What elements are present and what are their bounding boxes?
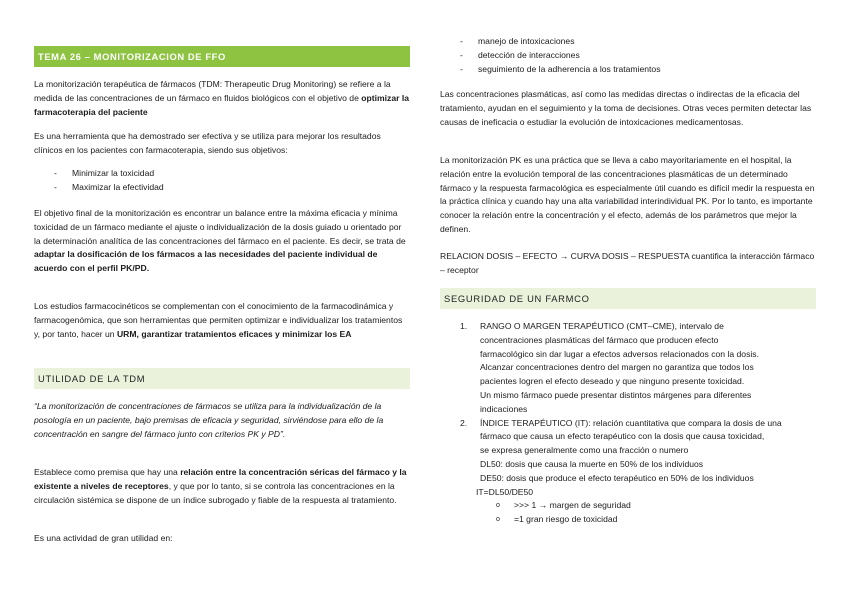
list-item: - Maximizar la efectividad <box>54 181 164 192</box>
tool-paragraph: Es una herramienta que ha demostrado ser efectiva y se utiliza para mejorar los resultados clínicos en los pacientes con farmacoterapia, siendo sus objetivos: <box>34 131 381 155</box>
page-title: TEMA 26 – MONITORIZACION DE FFO <box>34 46 410 67</box>
list-item: - Minimizar la toxicidad <box>54 168 155 178</box>
safety-list <box>440 320 816 527</box>
objectives-list <box>34 167 410 195</box>
list-item: - detección de interacciones <box>460 49 580 60</box>
premise-paragraph: Establece como premisa que hay una relación entre la concentración séricas del fármaco y la existente a niveles de receptores, y que por lo tanto, si se controla las concentraciones en la circulación sistémica se dispone de un índice subrogado y fiable de la respuesta al tratamiento. <box>34 467 407 505</box>
usefulness-paragraph: Es una actividad de gran utilidad en: <box>34 533 173 543</box>
final-objective-paragraph: El objetivo final de la monitorización es encontrar un balance entre la máxima eficacia y mínima toxicidad de un fármaco mediante el ajuste o individualización de la dosis guiado u orientado por la determinación analítica de las concentraciones del fármaco en el paciente. Es decir, se trata de adaptar la dosificación de los fármacos a las necesidades del paciente individual de acuerdo con el perfil PK/PD. <box>34 208 406 274</box>
list-item: - seguimiento de la adherencia a los tratamientos <box>460 63 661 74</box>
uses-list <box>440 35 816 76</box>
plasma-concentrations-paragraph: Las concentraciones plasmáticas, así como las medidas directas o indirectas de la eficacia del tratamiento, ayudan en el seguimiento y la toma de decisiones. Otras veces permiten detectar las causas de ineficacia o estudiar la evolución de intoxicaciones medicamentosas. <box>440 89 812 127</box>
list-item: - manejo de intoxicaciones <box>460 36 575 46</box>
list-item: 1. RANGO O MARGEN TERAPÉUTICO (CMT–CME), intervalo de concentraciones plasmáticas del fármaco que producen efecto farmacológico sin dar lugar a efectos adversos relacionados con la dosis. Alcanzar concentraciones dentro del margen no garantiza que todos los pacientes logren el efecto deseado y que ninguno presente toxicidad. Un mismo fármaco puede presentar distintos márgenes para diferentes indicaciones <box>460 321 759 414</box>
dose-effect-paragraph: RELACION DOSIS – EFECTO → CURVA DOSIS – RESPUESTA cuantifica la interacción fármaco – receptor <box>440 251 815 275</box>
pk-studies-paragraph: Los estudios farmacocinéticos se complementan con el conocimiento de la farmacodinámica y farmacogenómica, que son herramientas que permiten optimizar e individualizar los tratamientos y, por tanto, hacer un URM, garantizar tratamientos eficaces y minimizar los EA <box>34 301 403 339</box>
section-heading-seguridad: SEGURIDAD DE UN FARMCO <box>440 288 816 309</box>
intro-paragraph: La monitorización terapéutica de fármacos (TDM: Therapeutic Drug Monitoring) se refiere a la medida de las concentraciones de un fármaco en fluidos biológicos con el objetivo de optimizar la farmacoterapia del paciente <box>34 79 410 117</box>
pk-monitoring-paragraph: La monitorización PK es una práctica que se lleva a cabo mayoritariamente en el hospital, la relación entre la evolución temporal de las concentraciones plasmáticas de un determinado fármaco y la respuesta farmacológica es especialmente útil cuando es difícil medir la respuesta en la práctica clínica y cuando hay una alta variabilidad interindividual PK. Por lo tanto, es importante conocer la relación entre la concentración y el efecto, además de los parámetros que mejor la definen. <box>440 155 815 234</box>
list-item: 2. ÍNDICE TERAPÉUTICO (IT): relación cuantitativa que compara la dosis de una fármaco que causa un efecto terapéutico con la dosis que causa toxicidad, se expresa generalmente como una fracción o numero DL50: dosis que causa la muerte en 50% de los individuos DE50: dosis que produce el efecto terapéutico en 50% de los individuos IT=DL50/DE50 <box>460 417 782 497</box>
sub-list-item: o >>> 1 → margen de seguridad <box>496 500 631 511</box>
sub-list-item: o =1 gran riesgo de toxicidad <box>496 514 618 525</box>
tdm-quote: “La monitorización de concentraciones de fármacos se utiliza para la individualización de la posología en un paciente, bajo premisas de eficacia y seguridad, sirviéndose para ello de la concentración en sangre del fármaco junto con criterios PK y PD”. <box>34 401 384 439</box>
section-heading-utilidad: UTILIDAD DE LA TDM <box>34 368 410 389</box>
